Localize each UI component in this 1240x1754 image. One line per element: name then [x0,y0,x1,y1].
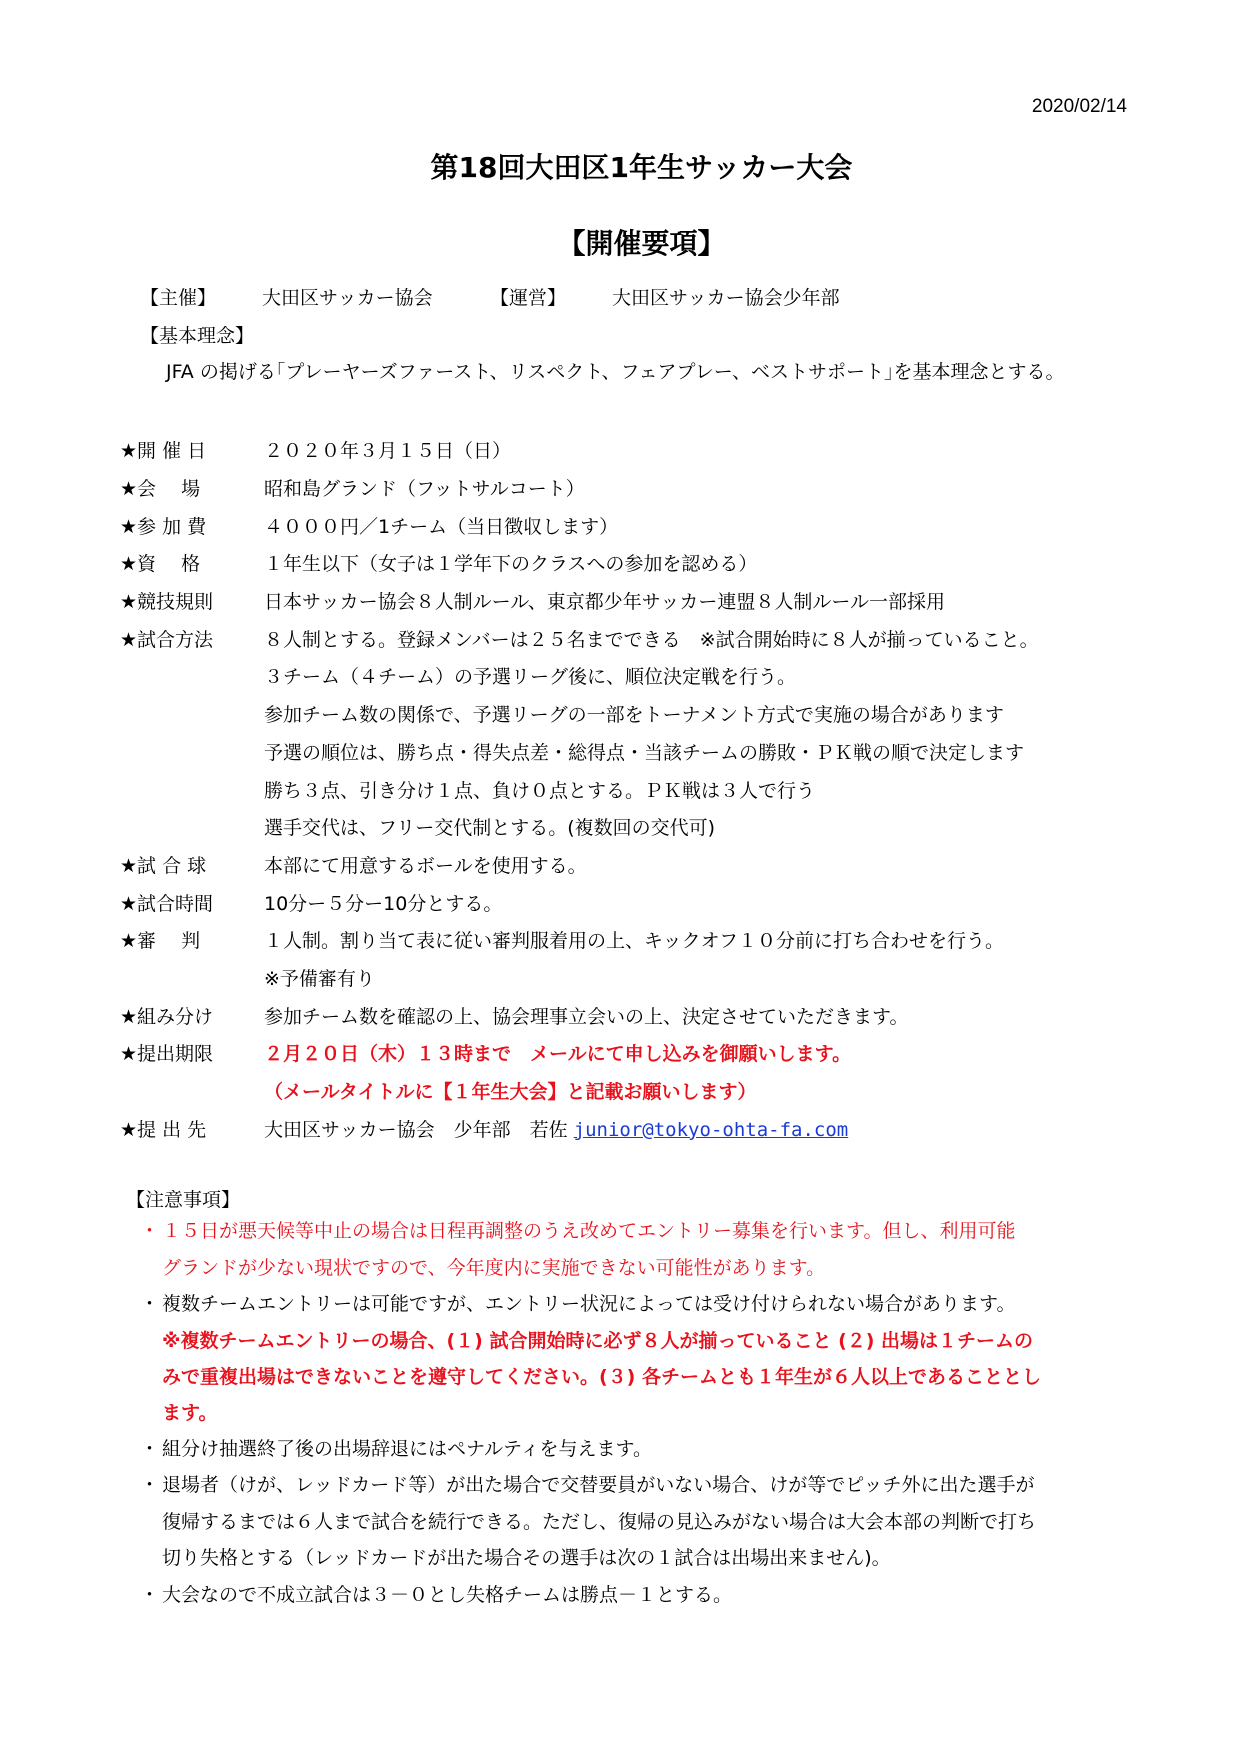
document-title: 第18回大田区1年生サッカー大会 [430,151,853,184]
deadline-label: ★提出期限 [120,1043,214,1066]
item-row [120,619,1140,657]
deadline-row-2 [120,1072,1140,1110]
item-label: ★参 加 費 [120,515,207,538]
item-row [120,770,1140,808]
item-value: １年生以下（女子は１学年下のクラスへの参加を認める） [264,553,758,576]
item-row [120,959,1140,997]
note-item: ・ 大会なので不成立試合は３－０とし失格チームは勝点－１とする。 [140,1583,733,1606]
email-link[interactable]: junior@tokyo-ohta-fa.com [573,1118,849,1141]
notes-heading: 【注意事項】 [126,1189,241,1211]
item-value: １人制。割り当て表に従い審判服着用の上、キックオフ１０分前に打ち合わせを行う。 [264,930,1005,953]
item-value: 選手交代は、フリー交代制とする。(複数回の交代可) [264,817,716,840]
document-date: 2020/02/14 [1031,96,1127,117]
item-value: 予選の順位は、勝ち点・得失点差・総得点・当該チームの勝敗・ＰＫ戦の順で決定します [264,741,1025,764]
guideline-items [120,431,1140,1147]
item-value: 参加チーム数の関係で、予選リーグの一部をトーナメント方式で実施の場合があります [264,704,1004,727]
item-value: ３チーム（４チーム）の予選リーグ後に、順位決定戦を行う。 [264,666,797,689]
note-item: ・ １５日が悪天候等中止の場合は日程再調整のうえ改めてエントリー募集を行います。但し、利用可能 グランドが少ない現状ですので、今年度内に実施できない可能性があります。 [140,1220,1016,1279]
principle-text: JFA の掲げる｢プレーヤーズファースト、リスペクト、フェアプレー、ベストサポート｣を基本理念とする。 [166,361,1065,383]
item-label: ★組み分け [120,1005,214,1028]
item-value: ２０２０年３月１５日（日） [264,440,512,463]
item-value: 10分ー５分ー10分とする。 [264,892,503,915]
item-row [120,431,1140,469]
operation-name: 大田区サッカー協会少年部 [612,287,840,309]
submit-row [120,1109,1140,1147]
deadline-row [120,1034,1140,1072]
submit-text: 大田区サッカー協会 少年部 若佐 [264,1118,568,1141]
item-value: 参加チーム数を確認の上、協会理事立会いの上、決定させていただきます。 [264,1005,909,1028]
item-label: ★試合方法 [120,628,214,651]
item-label: ★開 催 日 [120,440,207,463]
notes-list [140,1213,1140,1613]
item-row [120,883,1140,921]
item-value: 勝ち３点、引き分け１点、負け０点とする。ＰＫ戦は３人で行う [264,779,816,802]
item-value: 昭和島グランド（フットサルコート） [264,478,585,501]
deadline-line: ２月２０日（木）１３時まで メールにて申し込みを御願いします。 [264,1043,852,1066]
item-label: ★会 場 [120,478,201,501]
item-value: 本部にて用意するボールを使用する。 [264,854,587,877]
deadline-note: （メールタイトルに【１年生大会】と記載お願いします） [264,1081,757,1104]
item-row [120,808,1140,846]
item-row [120,506,1140,544]
principle-label: 【基本理念】 [140,325,255,347]
note-item: ・ 複数チームエントリーは可能ですが、エントリー状況によっては受け付けられない場合があります。 ※複数チームエントリーの場合、(１) 試合開始時に必ず８人が揃っていること (２) 出場は１チームの みで重複出場はできないことを遵守してください。(３) 各チームとも１年生が６人以上であることとし ます。 [140,1286,1140,1431]
item-label: ★試 合 球 [120,854,207,877]
item-label: ★試合時間 [120,892,214,915]
host-label: 【主催】 [140,287,217,309]
submit-label: ★提 出 先 [120,1118,207,1141]
item-value: ８人制とする。登録メンバーは２５名までできる ※試合開始時に８人が揃っていること。 [264,628,1039,651]
item-row [120,921,1140,959]
item-value: ４０００円／1チーム（当日徴収します） [264,515,619,538]
item-label: ★競技規則 [120,591,214,614]
item-label: ★審 判 [120,930,201,953]
item-row [120,733,1140,771]
item-row [120,657,1140,695]
item-row [120,695,1140,733]
item-value: ※予備審有り [264,967,375,990]
host-name: 大田区サッカー協会 [262,287,433,309]
note-item: ・ 退場者（けが、レッドカード等）が出た場合で交替要員がいない場合、けが等でピッチ外に出た選手が 復帰するまでは６人まで試合を続行できる。ただし、復帰の見込みがない場合は大会本部の判断で打ち 切り失格とする（レッドカードが出た場合その選手は次の１試合は出場出来ません)。 [140,1474,1037,1569]
item-row [120,846,1140,884]
item-row [120,996,1140,1034]
operation-label: 【運営】 [490,287,567,309]
note-warning: ※複数チームエントリーの場合、(１) 試合開始時に必ず８人が揃っていること (２) 出場は１チームの みで重複出場はできないことを遵守してください。(３) 各チームとも１年生が６人以上であることとし ます。 [162,1329,1041,1424]
item-row [120,544,1140,582]
item-value: 日本サッカー協会８人制ルール、東京都少年サッカー連盟８人制ルール一部採用 [264,591,945,614]
item-row [120,582,1140,620]
item-label: ★資 格 [120,553,201,576]
item-row [120,469,1140,507]
note-item: ・ 組分け抽選終了後の出場辞退にはペナルティを与えます。 [140,1437,653,1460]
document-subtitle: 【開催要項】 [557,227,726,260]
